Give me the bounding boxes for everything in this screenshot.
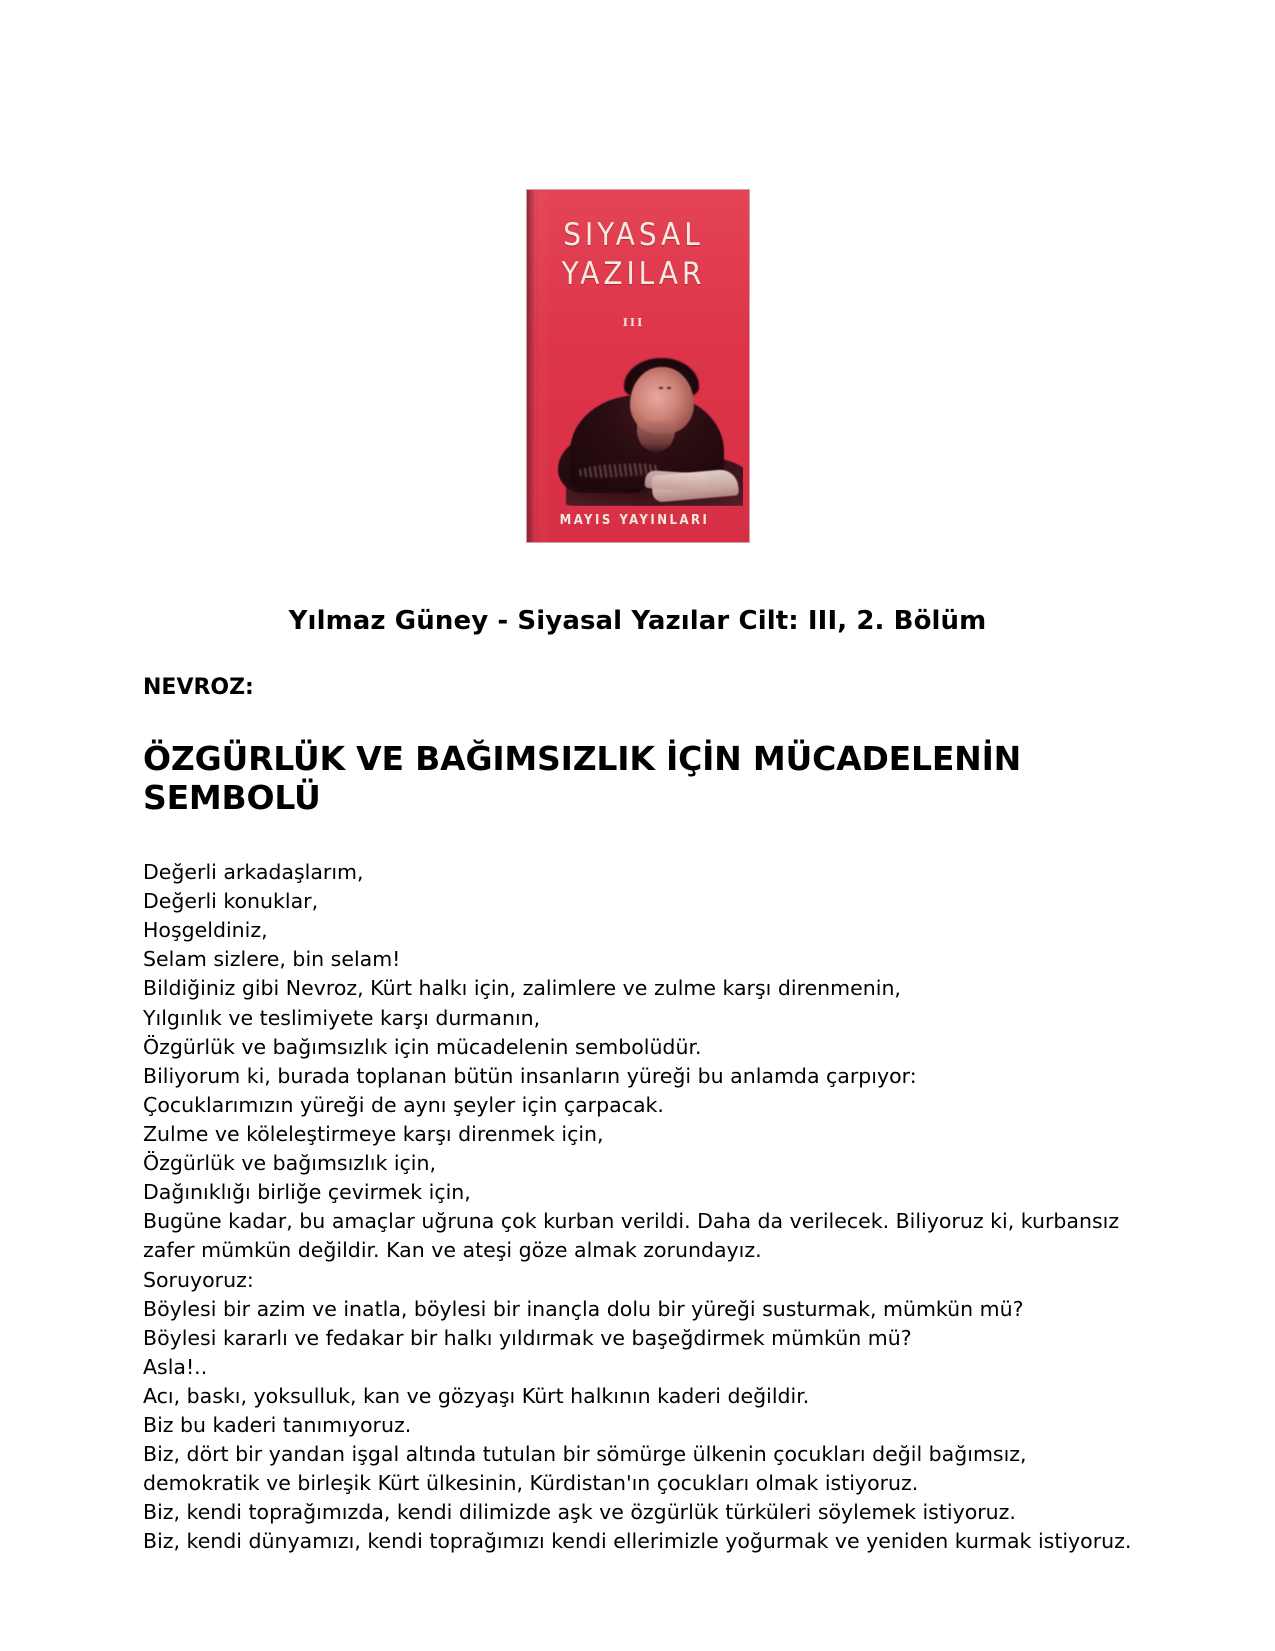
body-paragraph: Biz bu kaderi tanımıyoruz. (143, 1413, 412, 1438)
body-paragraph: Acı, baskı, yoksulluk, kan ve gözyaşı Kürt halkının kaderi değildir. (143, 1383, 810, 1408)
body-paragraph: Değerli arkadaşlarım, (143, 859, 364, 884)
portrait-left-eye-shape (659, 387, 663, 389)
body-paragraph: Özgürlük ve bağımsızlık için mücadelenin sembolüdür. (143, 1034, 702, 1059)
book-cover-figure (0, 0, 1275, 542)
book-cover-volume: III (622, 316, 645, 329)
body-paragraph: Çocuklarımızın yüreği de aynı şeyler için çarpacak. (143, 1092, 664, 1117)
book-cover-portrait-photo (555, 338, 743, 506)
page-title: Yılmaz Güney - Siyasal Yazılar Cilt: III, 2. Bölüm (288, 606, 987, 636)
body-paragraph: Yılgınlık ve teslimiyete karşı durmanın, (143, 1005, 541, 1030)
body-paragraph: Zulme ve köleleştirmeye karşı direnmek için, (143, 1121, 604, 1146)
book-cover-title-line2: YAZILAR (561, 255, 706, 292)
main-heading: ÖZGÜRLÜK VE BAĞIMSIZLIK İÇİN MÜCADELENİN SEMBOLÜ (143, 739, 1022, 818)
body-paragraph: Biz, kendi toprağımızda, kendi dilimizde aşk ve özgürlük türküleri söylemek istiyoruz. (143, 1500, 1016, 1525)
portrait-right-eye-shape (667, 387, 671, 389)
body-paragraph: Hoşgeldiniz, (143, 918, 268, 943)
body-paragraph: Soruyoruz: (143, 1267, 254, 1292)
body-paragraph: Böylesi kararlı ve fedakar bir halkı yıldırmak ve başeğdirmek mümkün mü? (143, 1325, 912, 1350)
body-paragraph: Böylesi bir azim ve inatla, böylesi bir inançla dolu bir yüreği susturmak, mümkün mü? (143, 1296, 1024, 1321)
book-cover-title-line1: SIYASAL (563, 217, 704, 253)
body-paragraph: Bildiğiniz gibi Nevroz, Kürt halkı için, zalimlere ve zulme karşı direnmenin, (143, 976, 901, 1001)
document-content (0, 605, 1275, 1557)
body-paragraph: Değerli konuklar, (143, 889, 319, 914)
book-cover-publisher: MAYIS YAYINLARI (559, 513, 710, 528)
body-text-block (143, 858, 1132, 1557)
book-cover-image (527, 190, 749, 542)
body-paragraph: Dağınıklığı birliğe çevirmek için, (143, 1180, 471, 1205)
body-paragraph: Bugüne kadar, bu amaçlar uğruna çok kurban verildi. Daha da verilecek. Biliyoruz ki, kurbansız zafer mümkün değildir. Kan ve ateşi göze almak zorundayız. (143, 1209, 1120, 1263)
section-label: NEVROZ: (143, 674, 254, 700)
body-paragraph: Özgürlük ve bağımsızlık için, (143, 1151, 437, 1176)
body-paragraph: Asla!.. (143, 1354, 208, 1379)
body-paragraph: Biz, dört bir yandan işgal altında tutulan bir sömürge ülkenin çocukları değil bağımsız, demokratik ve birleşik Kürt ülkesinin, Kürdistan'ın çocukları olmak istiyoruz. (143, 1442, 1027, 1496)
body-paragraph: Selam sizlere, bin selam! (143, 947, 401, 972)
body-paragraph: Biliyorum ki, burada toplanan bütün insanların yüreği bu anlamda çarpıyor: (143, 1063, 917, 1088)
body-paragraph: Biz, kendi dünyamızı, kendi toprağımızı kendi ellerimizle yoğurmak ve yeniden kurmak istiyoruz. (143, 1529, 1132, 1554)
book-cover-title (527, 216, 741, 294)
